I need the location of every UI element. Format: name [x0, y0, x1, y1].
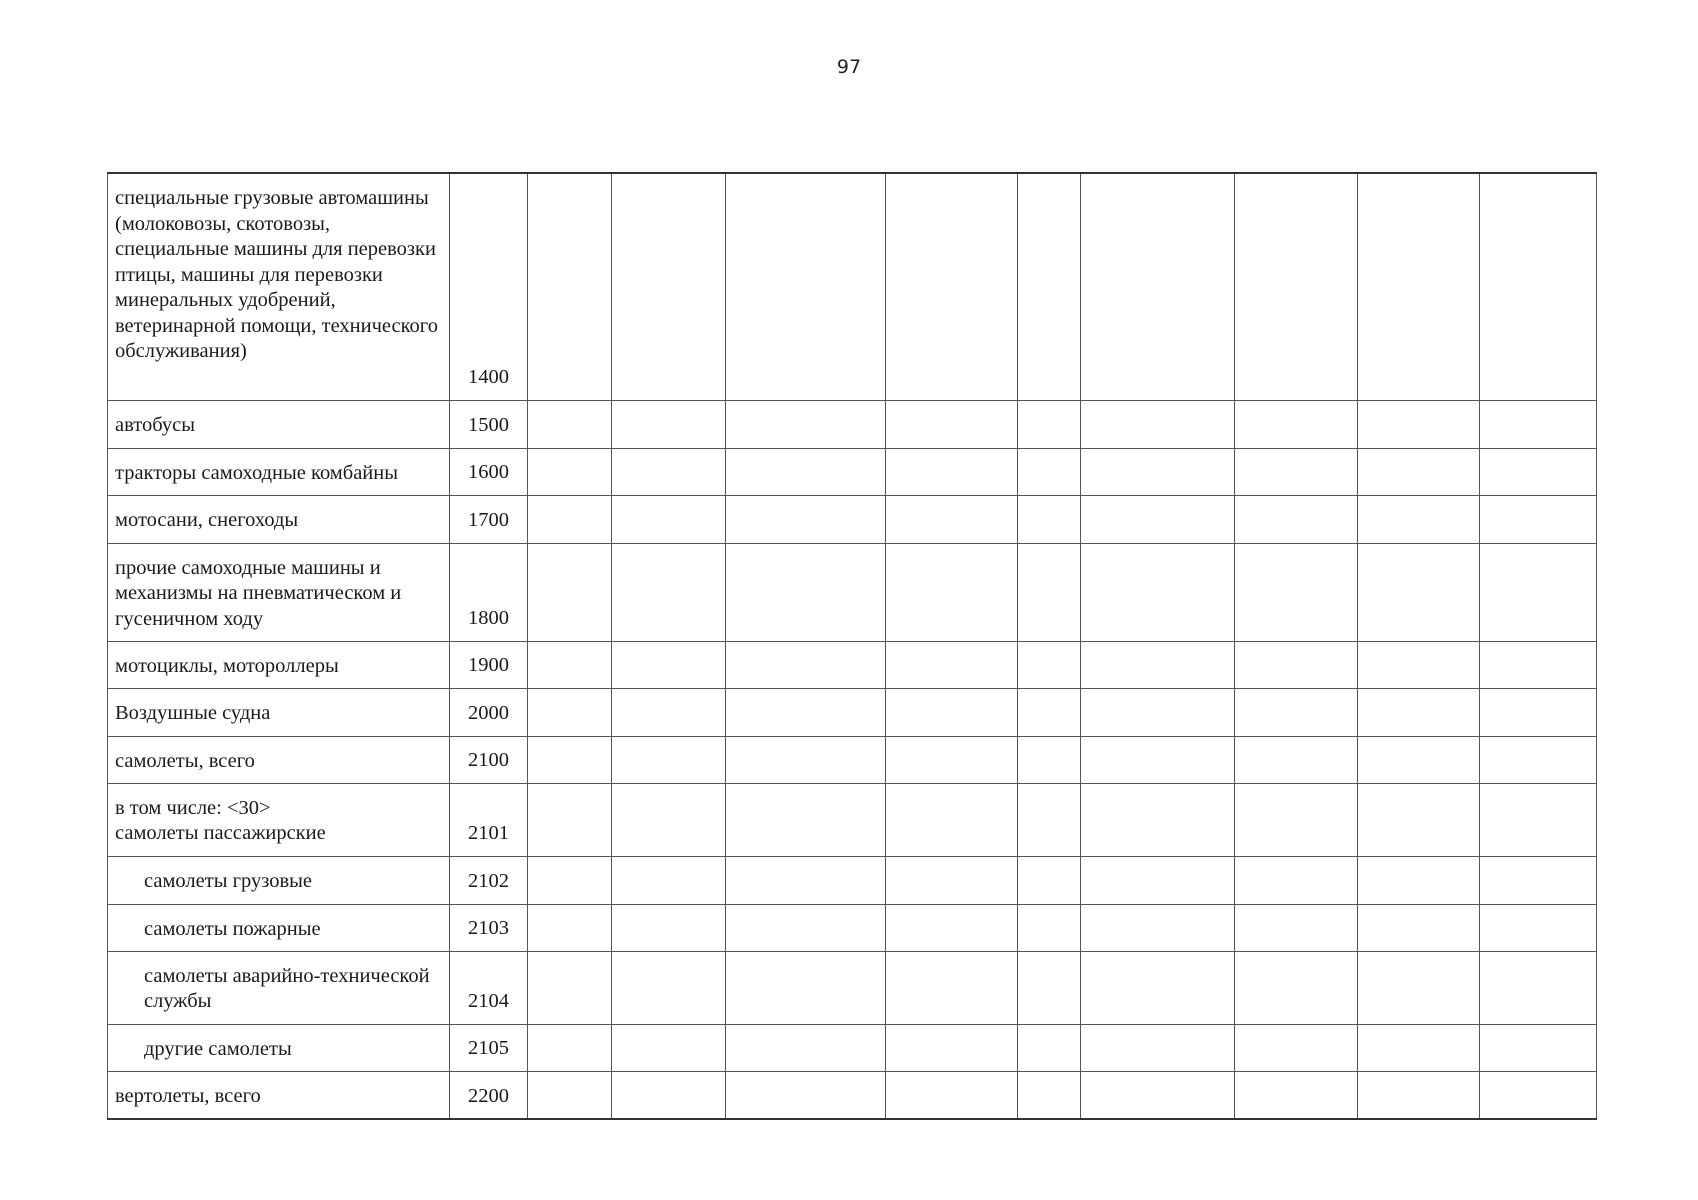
- data-cell: [1358, 543, 1480, 641]
- vehicle-table: [107, 172, 1597, 1120]
- row-code: 2100: [450, 736, 528, 783]
- data-cell: [1018, 448, 1081, 495]
- data-cell: [1081, 1024, 1235, 1071]
- data-cell: [1081, 1071, 1235, 1119]
- data-cell: [528, 856, 612, 904]
- data-cell: [1018, 904, 1081, 951]
- data-cell: [612, 736, 726, 783]
- data-cell: [1480, 783, 1597, 856]
- data-cell: [886, 1024, 1018, 1071]
- data-cell: [1358, 495, 1480, 543]
- data-cell: [1358, 400, 1480, 448]
- data-cell: [1235, 856, 1358, 904]
- data-cell: [1018, 400, 1081, 448]
- data-cell: [528, 400, 612, 448]
- row-name: мотосани, снегоходы: [108, 495, 450, 543]
- data-cell: [612, 495, 726, 543]
- data-cell: [1480, 688, 1597, 736]
- row-name: в том числе: <30> самолеты пассажирские: [108, 783, 450, 856]
- data-cell: [726, 543, 886, 641]
- row-code: 1500: [450, 400, 528, 448]
- data-cell: [886, 543, 1018, 641]
- data-cell: [1081, 904, 1235, 951]
- data-cell: [886, 856, 1018, 904]
- row-code: 1900: [450, 641, 528, 688]
- data-cell: [528, 736, 612, 783]
- row-code: 1600: [450, 448, 528, 495]
- data-cell: [726, 448, 886, 495]
- data-cell: [528, 1024, 612, 1071]
- row-name: другие самолеты: [108, 1024, 450, 1071]
- data-cell: [886, 173, 1018, 400]
- page-number: 97: [836, 56, 862, 78]
- data-cell: [886, 1071, 1018, 1119]
- row-name: специальные грузовые автомашины (молоковозы, скотовозы, специальные машины для перевозки птицы, машины для перевозки минеральных удобрений, ветеринарной помощи, технического обслуживания): [108, 173, 450, 400]
- data-cell: [1018, 688, 1081, 736]
- data-cell: [1235, 448, 1358, 495]
- data-cell: [528, 448, 612, 495]
- table-row: [108, 951, 1597, 1024]
- table-row: [108, 1071, 1597, 1119]
- data-cell: [1235, 1024, 1358, 1071]
- data-cell: [1480, 1024, 1597, 1071]
- data-cell: [1358, 1071, 1480, 1119]
- data-cell: [1358, 736, 1480, 783]
- data-cell: [1480, 904, 1597, 951]
- data-cell: [1235, 1071, 1358, 1119]
- table-row: [108, 543, 1597, 641]
- row-name: самолеты аварийно-технической службы: [108, 951, 450, 1024]
- data-cell: [726, 688, 886, 736]
- data-cell: [1480, 856, 1597, 904]
- data-cell: [528, 641, 612, 688]
- data-cell: [726, 173, 886, 400]
- row-code: 2105: [450, 1024, 528, 1071]
- data-cell: [528, 783, 612, 856]
- data-cell: [1081, 495, 1235, 543]
- data-cell: [528, 543, 612, 641]
- data-cell: [612, 173, 726, 400]
- table-row: [108, 173, 1597, 400]
- data-cell: [1235, 783, 1358, 856]
- data-cell: [1081, 951, 1235, 1024]
- data-cell: [1081, 641, 1235, 688]
- data-cell: [1081, 448, 1235, 495]
- data-cell: [612, 1024, 726, 1071]
- table-row: [108, 641, 1597, 688]
- data-cell: [1018, 736, 1081, 783]
- data-cell: [1235, 904, 1358, 951]
- row-code: 2104: [450, 951, 528, 1024]
- data-cell: [1235, 688, 1358, 736]
- data-cell: [1081, 173, 1235, 400]
- data-cell: [1480, 543, 1597, 641]
- data-cell: [726, 1071, 886, 1119]
- data-cell: [726, 495, 886, 543]
- data-cell: [1018, 951, 1081, 1024]
- data-cell: [726, 856, 886, 904]
- table-row: [108, 856, 1597, 904]
- row-name: самолеты пожарные: [108, 904, 450, 951]
- data-cell: [612, 688, 726, 736]
- table-row: [108, 1024, 1597, 1071]
- data-cell: [1235, 495, 1358, 543]
- table-row: [108, 400, 1597, 448]
- data-cell: [528, 173, 612, 400]
- data-cell: [612, 904, 726, 951]
- data-cell: [528, 904, 612, 951]
- data-cell: [1358, 783, 1480, 856]
- data-cell: [1480, 173, 1597, 400]
- data-cell: [886, 448, 1018, 495]
- data-cell: [1235, 736, 1358, 783]
- data-cell: [1480, 400, 1597, 448]
- row-code: 1700: [450, 495, 528, 543]
- data-cell: [1018, 1071, 1081, 1119]
- data-cell: [528, 1071, 612, 1119]
- data-cell: [886, 495, 1018, 543]
- data-cell: [886, 641, 1018, 688]
- data-cell: [612, 856, 726, 904]
- data-cell: [886, 688, 1018, 736]
- row-code: 2200: [450, 1071, 528, 1119]
- data-cell: [1358, 1024, 1480, 1071]
- data-cell: [1235, 543, 1358, 641]
- row-code: 2103: [450, 904, 528, 951]
- data-cell: [1081, 783, 1235, 856]
- data-cell: [612, 400, 726, 448]
- data-cell: [886, 951, 1018, 1024]
- data-cell: [1081, 688, 1235, 736]
- data-cell: [886, 736, 1018, 783]
- data-cell: [1018, 856, 1081, 904]
- row-name: самолеты, всего: [108, 736, 450, 783]
- data-cell: [726, 736, 886, 783]
- row-code: 1400: [450, 173, 528, 400]
- data-cell: [886, 400, 1018, 448]
- data-cell: [1081, 856, 1235, 904]
- data-cell: [1480, 495, 1597, 543]
- data-cell: [612, 641, 726, 688]
- table-row: [108, 904, 1597, 951]
- row-code: 2102: [450, 856, 528, 904]
- data-cell: [726, 904, 886, 951]
- data-cell: [1358, 641, 1480, 688]
- row-code: 2000: [450, 688, 528, 736]
- data-cell: [612, 783, 726, 856]
- data-cell: [528, 495, 612, 543]
- data-cell: [1480, 1071, 1597, 1119]
- data-cell: [1358, 951, 1480, 1024]
- data-cell: [1018, 173, 1081, 400]
- data-cell: [1235, 641, 1358, 688]
- data-cell: [726, 951, 886, 1024]
- data-cell: [1358, 448, 1480, 495]
- data-cell: [612, 951, 726, 1024]
- row-code: 1800: [450, 543, 528, 641]
- row-name: Воздушные судна: [108, 688, 450, 736]
- data-cell: [1358, 856, 1480, 904]
- row-name: мотоциклы, мотороллеры: [108, 641, 450, 688]
- data-cell: [1358, 173, 1480, 400]
- row-code: 2101: [450, 783, 528, 856]
- data-cell: [726, 641, 886, 688]
- data-cell: [726, 400, 886, 448]
- data-cell: [1358, 904, 1480, 951]
- data-cell: [1081, 400, 1235, 448]
- data-cell: [726, 1024, 886, 1071]
- data-cell: [612, 543, 726, 641]
- data-cell: [528, 951, 612, 1024]
- table-row: [108, 448, 1597, 495]
- data-cell: [886, 783, 1018, 856]
- data-cell: [1480, 448, 1597, 495]
- data-cell: [1235, 173, 1358, 400]
- data-cell: [528, 688, 612, 736]
- data-cell: [1018, 543, 1081, 641]
- data-cell: [1081, 543, 1235, 641]
- data-cell: [1235, 951, 1358, 1024]
- data-cell: [1480, 736, 1597, 783]
- data-cell: [1018, 783, 1081, 856]
- row-name: прочие самоходные машины и механизмы на пневматическом и гусеничном ходу: [108, 543, 450, 641]
- data-cell: [612, 448, 726, 495]
- data-cell: [1480, 641, 1597, 688]
- row-name: самолеты грузовые: [108, 856, 450, 904]
- data-cell: [1235, 400, 1358, 448]
- data-cell: [1081, 736, 1235, 783]
- data-cell: [1480, 951, 1597, 1024]
- table-row: [108, 783, 1597, 856]
- row-name: автобусы: [108, 400, 450, 448]
- row-name: тракторы самоходные комбайны: [108, 448, 450, 495]
- row-name: вертолеты, всего: [108, 1071, 450, 1119]
- table-row: [108, 688, 1597, 736]
- data-cell: [1018, 1024, 1081, 1071]
- data-cell: [726, 783, 886, 856]
- data-cell: [1018, 495, 1081, 543]
- table-row: [108, 495, 1597, 543]
- data-cell: [612, 1071, 726, 1119]
- table-row: [108, 736, 1597, 783]
- data-cell: [886, 904, 1018, 951]
- data-cell: [1018, 641, 1081, 688]
- table-body: [108, 173, 1597, 1119]
- data-cell: [1358, 688, 1480, 736]
